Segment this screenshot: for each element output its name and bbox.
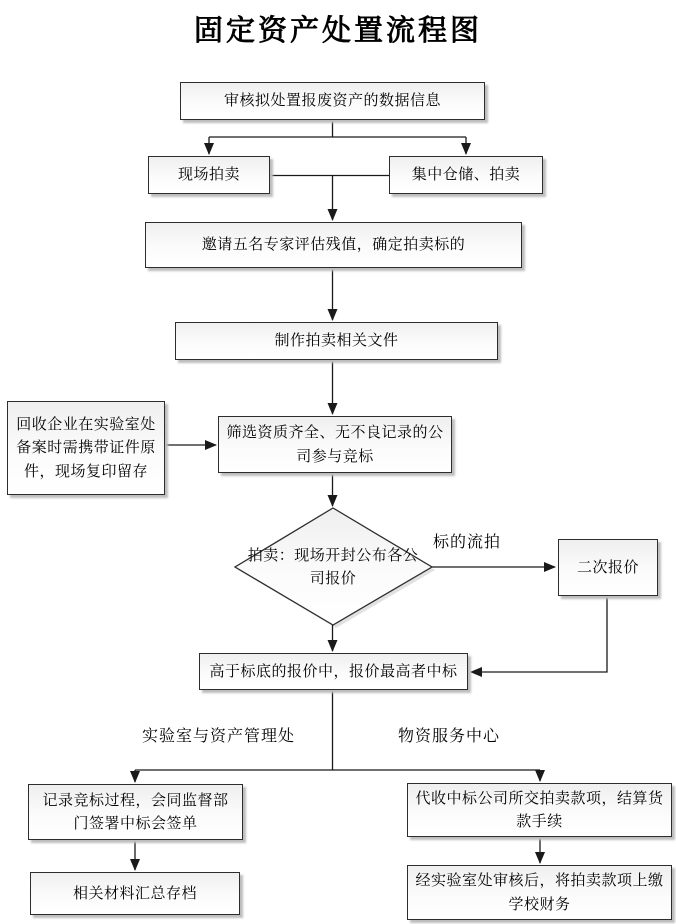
node-auction-decision-label: 拍卖：现场开封公布各公司报价 (247, 546, 419, 587)
node-collect-payment (407, 783, 672, 837)
node-auction-decision (243, 539, 423, 595)
edge-label-failed-auction: 标的流拍 (433, 534, 502, 551)
node-second-quote-label: 二次报价 (576, 558, 639, 576)
node-archive-materials (30, 872, 240, 915)
node-make-documents-label: 制作拍卖相关文件 (274, 332, 399, 350)
node-central-storage (389, 156, 543, 194)
node-second-quote (558, 539, 658, 596)
node-invite-experts-label: 邀请五名专家评估残值，确定拍卖标的 (201, 236, 466, 254)
node-central-storage-label: 集中仓储、拍卖 (411, 166, 521, 184)
edge-second-to-highest (471, 596, 607, 672)
node-review-data (180, 82, 485, 120)
node-screen-companies-label: 筛选资质齐全、无不良记录的公司参与竞标 (226, 424, 444, 465)
edge-label-material-center: 物资服务中心 (398, 728, 501, 745)
node-screen-companies (218, 416, 452, 473)
node-onsite-auction (148, 156, 270, 194)
node-side-note-label: 回收企业在实验室处备案时需携带证件原件，现场复印留存 (16, 416, 156, 480)
page-title: 固定资产处置流程图 (193, 15, 482, 47)
node-make-documents (175, 322, 498, 360)
node-review-data-label: 审核拟处置报废资产的数据信息 (223, 92, 441, 110)
edge-label-lab-asset-dept: 实验室与资产管理处 (142, 728, 296, 745)
node-invite-experts (145, 222, 522, 268)
node-submit-finance (407, 865, 672, 920)
node-archive-materials-label: 相关材料汇总存档 (72, 884, 197, 902)
node-side-note (7, 401, 165, 495)
node-highest-wins (199, 653, 468, 690)
node-highest-wins-label: 高于标底的报价中，报价最高者中标 (209, 662, 458, 680)
node-submit-finance-label: 经实验室处审核后，将拍卖款项上缴学校财务 (415, 872, 664, 913)
node-collect-payment-label: 代收中标公司所交拍卖款项，结算货款手续 (415, 789, 664, 830)
node-record-bidding-label: 记录竞标过程，会同监督部门签署中标会签单 (42, 791, 229, 832)
node-onsite-auction-label: 现场拍卖 (177, 166, 240, 184)
node-record-bidding (28, 784, 243, 840)
